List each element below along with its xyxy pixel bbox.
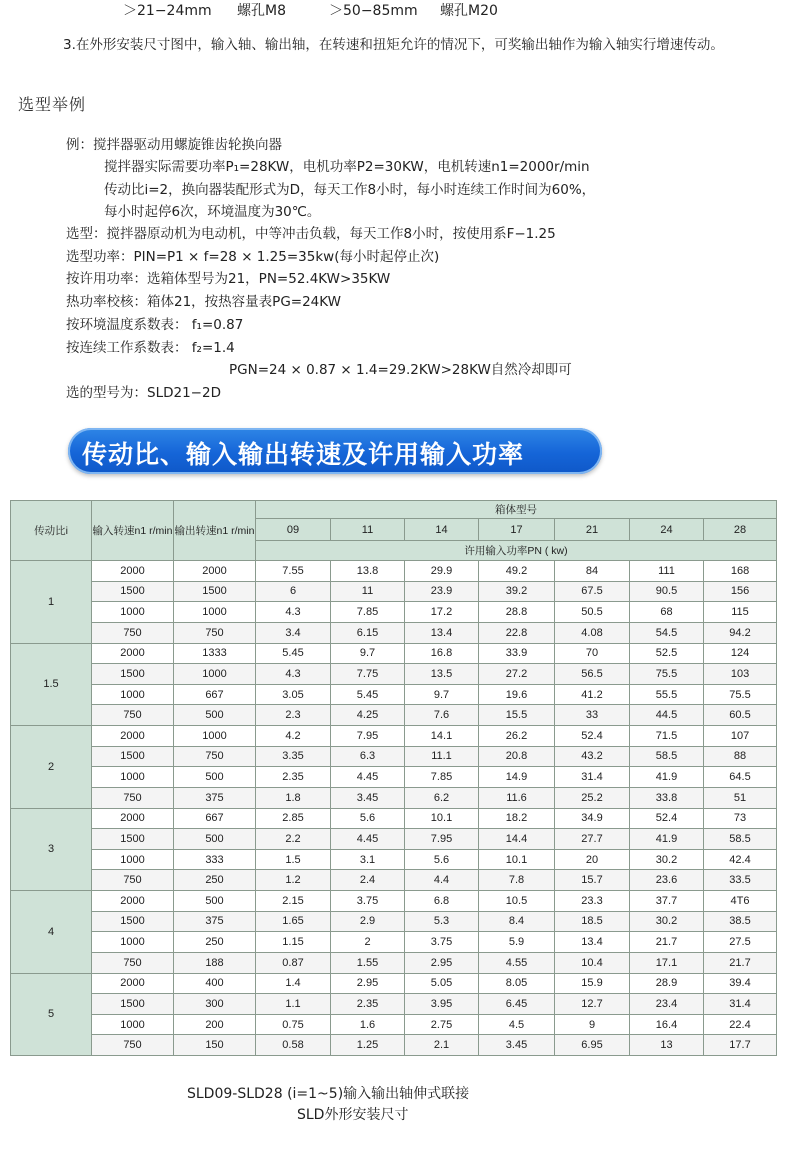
power-cell: 41.2 [555,684,630,705]
power-cell: 2.35 [256,767,331,788]
section-title: 选型举例 [18,95,87,114]
power-cell: 73 [704,808,777,829]
power-cell: 7.6 [405,705,479,726]
power-cell: 7.85 [405,767,479,788]
power-cell: 75.5 [630,664,704,685]
power-cell: 2.85 [256,808,331,829]
power-cell: 37.7 [630,891,704,912]
power-cell: 43.2 [555,746,630,767]
table-row [11,622,777,643]
power-cell: 3.35 [256,746,331,767]
power-cell: 6.3 [331,746,405,767]
example-line: 按许用功率：选箱体型号为21，PN=52.4KW>35KW [66,271,391,287]
power-cell: 6 [256,581,331,602]
power-cell: 2 [331,932,405,953]
power-cell: 33.5 [704,870,777,891]
ratio-cell: 1 [11,561,92,644]
spec-left-range: ＞21−24mm [123,3,212,19]
output-speed-cell: 250 [174,932,256,953]
power-cell: 2.95 [405,952,479,973]
power-cell: 4.25 [331,705,405,726]
table-row [11,643,777,664]
power-cell: 60.5 [704,705,777,726]
power-cell: 6.95 [555,1035,630,1056]
power-cell: 10.5 [479,891,555,912]
power-cell: 4.55 [479,952,555,973]
ratio-cell: 1.5 [11,643,92,726]
table-row [11,561,777,582]
output-speed-cell: 500 [174,891,256,912]
input-speed-cell: 1000 [92,602,174,623]
output-speed-cell: 375 [174,911,256,932]
power-cell: 54.5 [630,622,704,643]
power-cell: 39.2 [479,581,555,602]
power-cell: 2.15 [256,891,331,912]
header-ratio: 传动比i [11,501,92,561]
power-cell: 22.4 [704,1014,777,1035]
power-cell: 18.5 [555,911,630,932]
power-cell: 28.9 [630,973,704,994]
power-cell: 49.2 [479,561,555,582]
power-cell: 13.4 [555,932,630,953]
power-cell: 11 [331,581,405,602]
power-cell: 3.75 [331,891,405,912]
power-cell: 6.15 [331,622,405,643]
power-cell: 30.2 [630,911,704,932]
power-cell: 75.5 [704,684,777,705]
header-model-28: 28 [704,519,777,541]
power-cell: 55.5 [630,684,704,705]
power-cell: 156 [704,581,777,602]
output-speed-cell: 2000 [174,561,256,582]
power-cell: 14.4 [479,829,555,850]
input-speed-cell: 2000 [92,808,174,829]
power-cell: 90.5 [630,581,704,602]
power-cell: 29.9 [405,561,479,582]
output-speed-cell: 250 [174,870,256,891]
power-cell: 4.3 [256,664,331,685]
power-cell: 3.45 [479,1035,555,1056]
power-cell: 2.75 [405,1014,479,1035]
power-cell: 13.4 [405,622,479,643]
input-speed-cell: 750 [92,787,174,808]
power-cell: 0.75 [256,1014,331,1035]
power-cell: 27.5 [704,932,777,953]
input-speed-cell: 1500 [92,994,174,1015]
header-allowed-power: 许用输入功率PN ( kw) [256,541,777,561]
header-model-11: 11 [331,519,405,541]
power-cell: 7.55 [256,561,331,582]
input-speed-cell: 2000 [92,891,174,912]
input-speed-cell: 1000 [92,932,174,953]
power-cell: 33.8 [630,787,704,808]
power-cell: 1.1 [256,994,331,1015]
table-row [11,746,777,767]
table-row [11,973,777,994]
power-cell: 13.8 [331,561,405,582]
power-cell: 7.85 [331,602,405,623]
power-cell: 27.7 [555,829,630,850]
power-cell: 70 [555,643,630,664]
input-speed-cell: 2000 [92,973,174,994]
output-speed-cell: 1333 [174,643,256,664]
power-cell: 10.1 [479,849,555,870]
power-cell: 9.7 [331,643,405,664]
power-cell: 14.1 [405,726,479,747]
power-cell: 21.7 [704,952,777,973]
power-cell: 5.9 [479,932,555,953]
table-row [11,664,777,685]
power-cell: 5.45 [256,643,331,664]
power-cell: 58.5 [704,829,777,850]
power-cell: 25.2 [555,787,630,808]
power-cell: 30.2 [630,849,704,870]
ratio-cell: 4 [11,891,92,974]
example-line: 传动比i=2，换向器装配形式为D，每天工作8小时，每小时连续工作时间为60%， [104,182,596,198]
table-row [11,891,777,912]
power-cell: 6.8 [405,891,479,912]
input-speed-cell: 750 [92,870,174,891]
power-cell: 52.5 [630,643,704,664]
power-cell: 38.5 [704,911,777,932]
output-speed-cell: 200 [174,1014,256,1035]
power-cell: 1.65 [256,911,331,932]
power-cell: 20.8 [479,746,555,767]
power-cell: 52.4 [555,726,630,747]
power-cell: 4.45 [331,767,405,788]
power-cell: 13 [630,1035,704,1056]
power-cell: 8.4 [479,911,555,932]
table-row [11,767,777,788]
power-cell: 64.5 [704,767,777,788]
power-cell: 5.6 [405,849,479,870]
example-line: 按环境温度系数表： f₁=0.87 [66,317,244,333]
note-3: 3.在外形安装尺寸图中，输入轴、输出轴，在转速和扭矩允许的情况下，可奖输出轴作为输入轴实行增速传动。 [63,37,724,53]
power-cell: 4.4 [405,870,479,891]
power-cell: 23.6 [630,870,704,891]
power-cell: 3.45 [331,787,405,808]
input-speed-cell: 750 [92,622,174,643]
power-cell: 51 [704,787,777,808]
power-cell: 68 [630,602,704,623]
output-speed-cell: 333 [174,849,256,870]
header-input-speed: 输入转速n1 r/min [92,501,174,561]
power-cell: 13.5 [405,664,479,685]
ratio-cell: 2 [11,726,92,809]
output-speed-cell: 1000 [174,726,256,747]
power-cell: 2.4 [331,870,405,891]
power-cell: 4.5 [479,1014,555,1035]
power-cell: 4.08 [555,622,630,643]
power-cell: 33 [555,705,630,726]
output-speed-cell: 400 [174,973,256,994]
power-cell: 1.25 [331,1035,405,1056]
caption-line-1: SLD09-SLD28 (i=1~5)输入输出轴伸式联接 [187,1086,470,1102]
example-line: 选型功率：PIN=P1 × f=28 × 1.25=35kw(每小时起停止次) [66,249,440,265]
output-speed-cell: 500 [174,767,256,788]
power-cell: 2.9 [331,911,405,932]
spec-right-range: ＞50−85mm [329,3,418,19]
power-cell: 5.05 [405,973,479,994]
power-cell: 22.8 [479,622,555,643]
power-cell: 10.4 [555,952,630,973]
power-cell: 67.5 [555,581,630,602]
power-cell: 7.95 [405,829,479,850]
input-speed-cell: 2000 [92,561,174,582]
table-row [11,808,777,829]
output-speed-cell: 1000 [174,602,256,623]
input-speed-cell: 1500 [92,911,174,932]
power-cell: 2.1 [405,1035,479,1056]
table-row [11,911,777,932]
input-speed-cell: 1500 [92,746,174,767]
power-cell: 4.3 [256,602,331,623]
power-cell: 12.7 [555,994,630,1015]
input-speed-cell: 2000 [92,643,174,664]
power-cell: 2.95 [331,973,405,994]
power-cell: 1.6 [331,1014,405,1035]
header-model-09: 09 [256,519,331,541]
power-cell: 3.95 [405,994,479,1015]
power-cell: 4T6 [704,891,777,912]
output-speed-cell: 188 [174,952,256,973]
example-line: 搅拌器实际需要功率P₁=28KW，电机功率P2=30KW，电机转速n1=2000r/min [104,159,590,175]
power-cell: 41.9 [630,829,704,850]
example-line: 每小时起停6次，环境温度为30℃。 [104,204,321,220]
header-model-21: 21 [555,519,630,541]
input-speed-cell: 2000 [92,726,174,747]
table-row [11,602,777,623]
table-row [11,787,777,808]
power-cell: 23.4 [630,994,704,1015]
header-model-24: 24 [630,519,704,541]
power-cell: 42.4 [704,849,777,870]
power-cell: 16.8 [405,643,479,664]
output-speed-cell: 750 [174,622,256,643]
power-cell: 33.9 [479,643,555,664]
header-box-model: 箱体型号 [256,501,777,519]
table-row [11,829,777,850]
header-model-17: 17 [479,519,555,541]
power-cell: 6.45 [479,994,555,1015]
power-cell: 2.35 [331,994,405,1015]
input-speed-cell: 1000 [92,849,174,870]
power-cell: 9 [555,1014,630,1035]
power-cell: 23.3 [555,891,630,912]
power-cell: 103 [704,664,777,685]
power-cell: 6.2 [405,787,479,808]
power-cell: 1.15 [256,932,331,953]
input-speed-cell: 750 [92,705,174,726]
output-speed-cell: 500 [174,829,256,850]
table-body [11,561,777,1056]
power-cell: 4.45 [331,829,405,850]
spec-left-hole: 螺孔M8 [237,3,286,19]
input-speed-cell: 1000 [92,1014,174,1035]
section-banner [68,428,602,474]
power-cell: 111 [630,561,704,582]
output-speed-cell: 150 [174,1035,256,1056]
power-cell: 4.2 [256,726,331,747]
table-row [11,952,777,973]
power-cell: 3.75 [405,932,479,953]
power-cell: 1.55 [331,952,405,973]
power-cell: 84 [555,561,630,582]
power-cell: 1.4 [256,973,331,994]
power-cell: 15.5 [479,705,555,726]
example-line: PGN=24 × 0.87 × 1.4=29.2KW>28KW自然冷却即可 [229,362,572,378]
input-speed-cell: 1000 [92,767,174,788]
power-cell: 17.1 [630,952,704,973]
power-cell: 16.4 [630,1014,704,1035]
power-cell: 11.1 [405,746,479,767]
power-cell: 1.2 [256,870,331,891]
ratio-cell: 3 [11,808,92,891]
output-speed-cell: 667 [174,684,256,705]
input-speed-cell: 1500 [92,664,174,685]
power-cell: 17.2 [405,602,479,623]
power-cell: 28.8 [479,602,555,623]
power-cell: 2.2 [256,829,331,850]
table-row [11,581,777,602]
table-row [11,1014,777,1035]
table-row [11,994,777,1015]
header-output-speed: 输出转速n1 r/min [174,501,256,561]
table-row [11,870,777,891]
caption-line-2: SLD外形安装尺寸 [297,1107,409,1123]
input-speed-cell: 1500 [92,581,174,602]
power-cell: 5.3 [405,911,479,932]
example-line: 选的型号为：SLD21−2D [66,385,221,401]
power-cell: 7.95 [331,726,405,747]
power-cell: 1.8 [256,787,331,808]
power-cell: 50.5 [555,602,630,623]
power-cell: 15.7 [555,870,630,891]
power-cell: 21.7 [630,932,704,953]
output-speed-cell: 750 [174,746,256,767]
table-row [11,849,777,870]
power-cell: 9.7 [405,684,479,705]
input-speed-cell: 750 [92,952,174,973]
power-cell: 15.9 [555,973,630,994]
power-cell: 31.4 [555,767,630,788]
output-speed-cell: 500 [174,705,256,726]
power-cell: 124 [704,643,777,664]
power-cell: 3.1 [331,849,405,870]
example-line: 选型：搅拌器原动机为电动机，中等冲击负载，每天工作8小时，按使用系F−1.25 [66,226,556,242]
power-cell: 11.6 [479,787,555,808]
power-cell: 0.58 [256,1035,331,1056]
banner-title: 传动比、输入输出转速及许用输入功率 [82,440,525,469]
power-cell: 18.2 [479,808,555,829]
input-speed-cell: 750 [92,1035,174,1056]
power-cell: 23.9 [405,581,479,602]
power-cell: 52.4 [630,808,704,829]
power-cell: 34.9 [555,808,630,829]
power-cell: 3.4 [256,622,331,643]
power-cell: 19.6 [479,684,555,705]
example-line: 按连续工作系数表： f₂=1.4 [66,340,235,356]
input-speed-cell: 1500 [92,829,174,850]
table-row [11,684,777,705]
power-cell: 94.2 [704,622,777,643]
power-cell: 17.7 [704,1035,777,1056]
power-cell: 5.6 [331,808,405,829]
table-row [11,1035,777,1056]
power-cell: 1.5 [256,849,331,870]
example-line: 热功率校核：箱体21，按热容量表PG=24KW [66,294,341,310]
power-cell: 5.45 [331,684,405,705]
power-cell: 71.5 [630,726,704,747]
power-cell: 56.5 [555,664,630,685]
power-cell: 14.9 [479,767,555,788]
power-cell: 44.5 [630,705,704,726]
power-cell: 168 [704,561,777,582]
output-speed-cell: 1500 [174,581,256,602]
table-row [11,932,777,953]
example-line: 例：搅拌器驱动用螺旋锥齿轮换向器 [66,137,282,153]
power-cell: 107 [704,726,777,747]
power-selection-table [10,500,777,1056]
power-cell: 7.8 [479,870,555,891]
power-cell: 58.5 [630,746,704,767]
power-cell: 26.2 [479,726,555,747]
power-cell: 10.1 [405,808,479,829]
output-speed-cell: 300 [174,994,256,1015]
table-row [11,705,777,726]
power-cell: 8.05 [479,973,555,994]
power-cell: 39.4 [704,973,777,994]
power-cell: 31.4 [704,994,777,1015]
output-speed-cell: 375 [174,787,256,808]
power-cell: 20 [555,849,630,870]
power-cell: 2.3 [256,705,331,726]
output-speed-cell: 1000 [174,664,256,685]
ratio-cell: 5 [11,973,92,1056]
power-cell: 7.75 [331,664,405,685]
power-cell: 0.87 [256,952,331,973]
power-cell: 27.2 [479,664,555,685]
header-model-14: 14 [405,519,479,541]
spec-right-hole: 螺孔M20 [440,3,498,19]
power-cell: 41.9 [630,767,704,788]
table-row [11,726,777,747]
power-cell: 115 [704,602,777,623]
output-speed-cell: 667 [174,808,256,829]
power-cell: 3.05 [256,684,331,705]
power-cell: 88 [704,746,777,767]
input-speed-cell: 1000 [92,684,174,705]
